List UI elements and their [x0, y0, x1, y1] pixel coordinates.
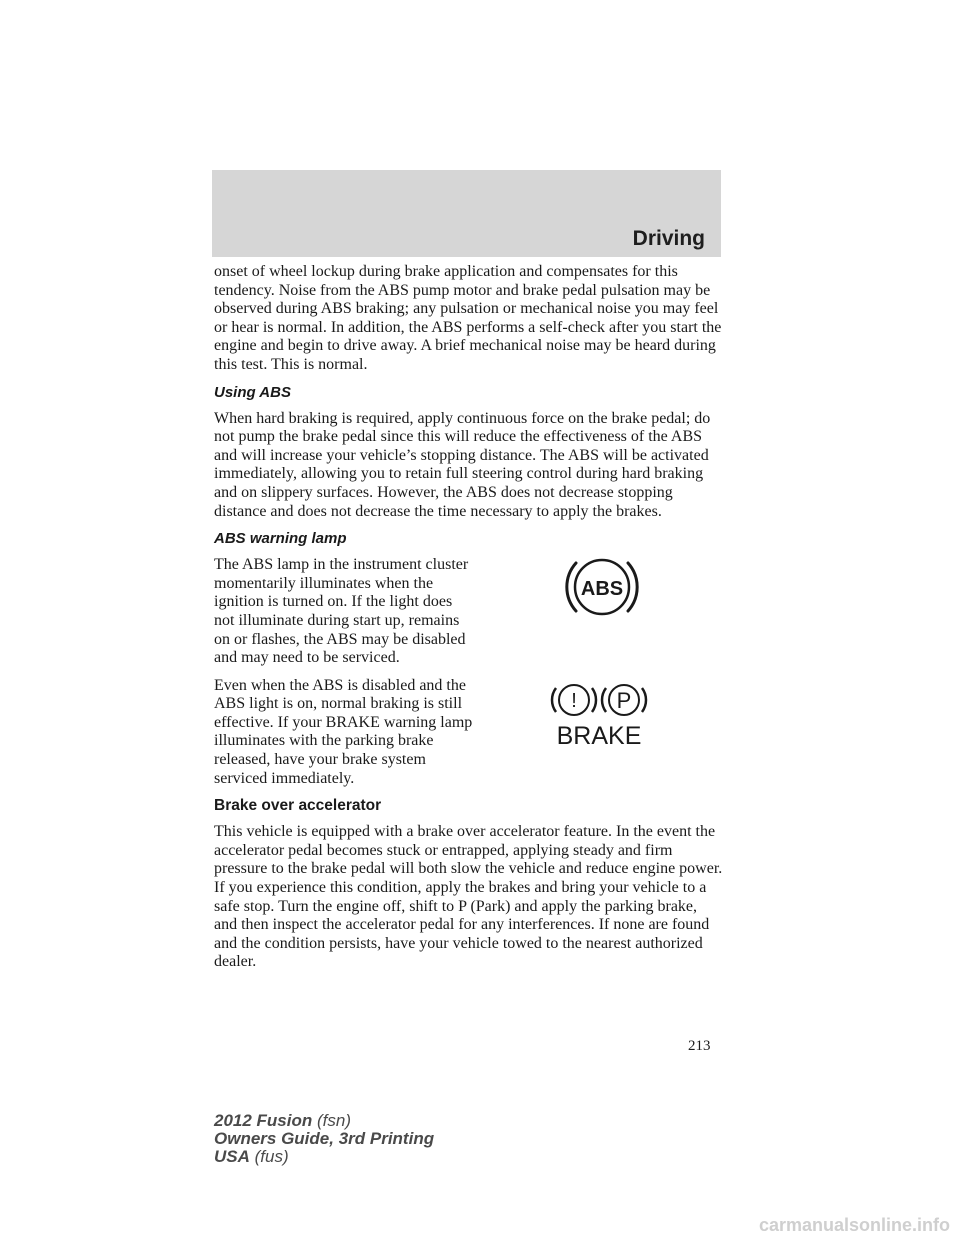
heading-abs-warning-lamp: ABS warning lamp	[214, 530, 347, 548]
abs-disabled-paragraph: Even when the ABS is disabled and the ABS light is on, normal braking is still effective. If your BRAKE warning lamp illuminates with the parking brake released, have your brake system serviced immediately.	[214, 676, 473, 787]
heading-brake-over-accelerator: Brake over accelerator	[214, 797, 382, 815]
heading-using-abs: Using ABS	[214, 383, 291, 401]
brake-warning-icon	[544, 680, 654, 752]
page-number: 213	[688, 1038, 711, 1054]
brake-p-glyph: P	[616, 687, 632, 713]
page-content	[214, 263, 724, 981]
footer-model-code: (fsn)	[317, 1111, 351, 1130]
using-abs-paragraph: When hard braking is required, apply continuous force on the brake pedal; do not pump the brake pedal since this will reduce the effectiveness of the ABS and will increase your vehicle’s stopping distance. The ABS will be activated immediately, allowing you to retain full steering control during hard braking and on slippery surfaces. However, the ABS does not decrease stopping distance and does not decrease the time necessary to apply the brakes.	[214, 409, 711, 520]
abs-lamp-paragraph: The ABS lamp in the instrument cluster momentarily illuminates when the ignition is turned on. If the light does not illuminate during start up, remains on or flashes, the ABS may be disabled and may need to be serviced.	[214, 556, 469, 667]
brake-icon-label: BRAKE	[556, 721, 642, 750]
section-title: Driving	[632, 227, 705, 250]
section-header-band	[212, 170, 721, 257]
document-footer	[214, 1112, 434, 1166]
brake-icon-container	[474, 677, 724, 767]
footer-region: USA	[214, 1147, 250, 1166]
intro-paragraph: onset of wheel lockup during brake application and compensates for this tendency. Noise from the ABS pump motor and brake pedal pulsation may be observed during ABS braking; any pulsation or mechanical noise you may feel or hear is normal. In addition, the ABS performs a self-check after you start the engine and begin to drive away. A brief mechanical noise may be heard during this test. This is normal.	[214, 263, 722, 373]
brake-exclaim-glyph: !	[571, 689, 577, 712]
footer-line-1	[214, 1112, 434, 1130]
footer-line-2: Owners Guide, 3rd Printing	[214, 1129, 435, 1148]
abs-warning-icon	[562, 549, 642, 625]
abs-icon-container	[474, 556, 724, 634]
brake-over-accelerator-paragraph: This vehicle is equipped with a brake over accelerator feature. In the event the accelerator pedal becomes stuck or entrapped, applying steady and firm pressure to the brake pedal will both slow the vehicle and reduce engine power. If you experience this condition, apply the brakes and bring your vehicle to a safe stop. Turn the engine off, shift to P (Park) and apply the parking brake, and then inspect the accelerator pedal for any interferences. If none are found and the condition persists, have your vehicle towed to the nearest authorized dealer.	[214, 823, 723, 971]
site-watermark: carmanualsonline.info	[758, 1215, 950, 1235]
footer-model: 2012 Fusion	[214, 1111, 313, 1130]
footer-line-3	[214, 1148, 434, 1166]
footer-region-code: (fus)	[254, 1147, 289, 1166]
abs-icon-label: ABS	[580, 578, 624, 601]
